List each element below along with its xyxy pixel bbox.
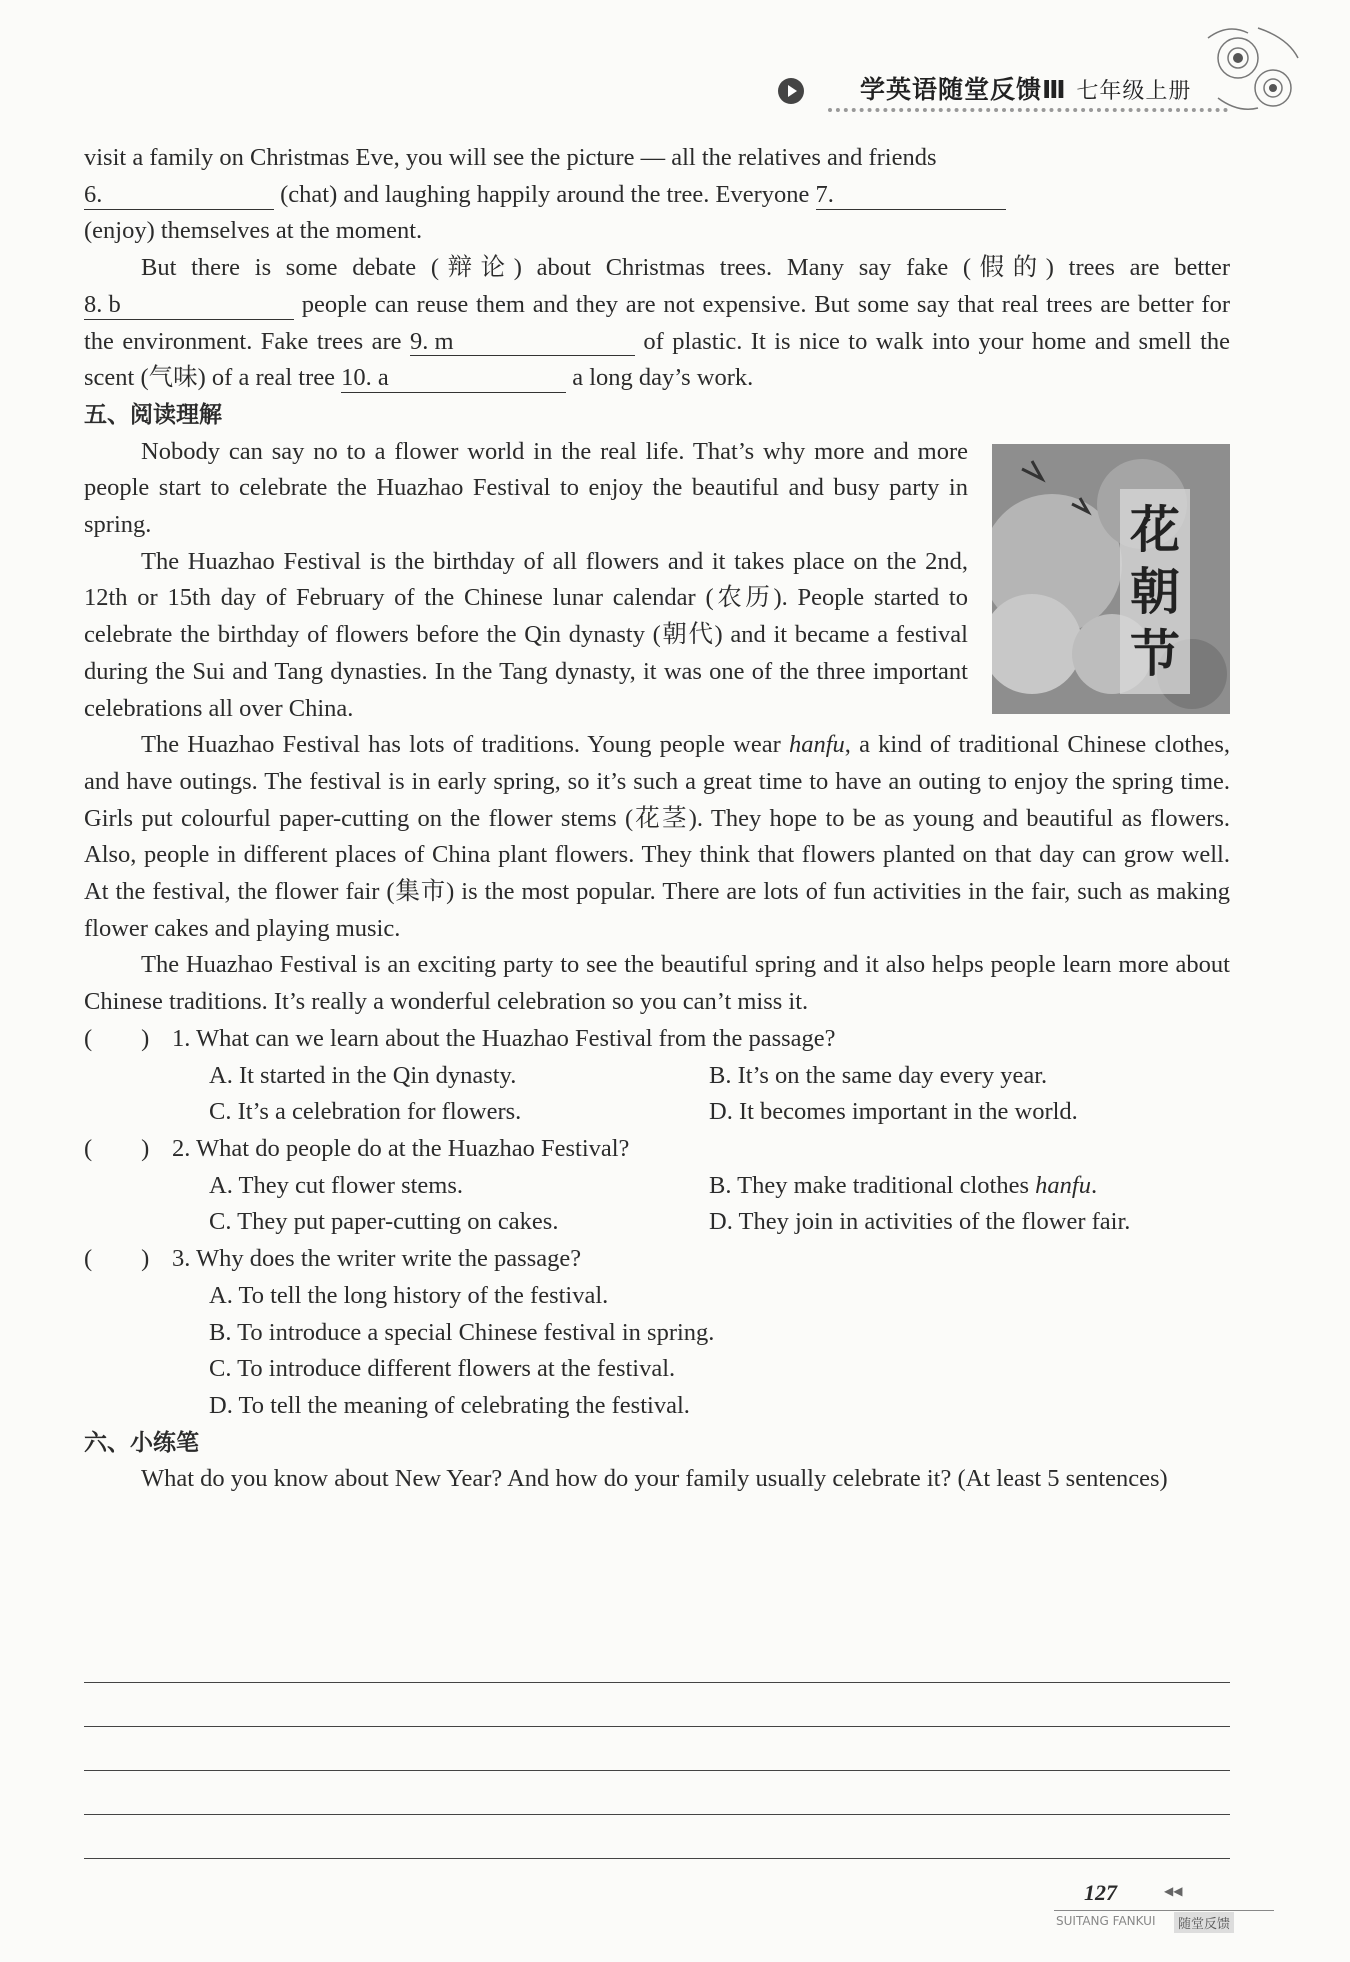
play-icon [778,78,804,104]
option-a: A. It started in the Qin dynasty. [209,1061,517,1089]
option-b: B. They make traditional clothes hanfu. [709,1171,1098,1199]
footer-rule [1054,1910,1274,1911]
reading-paragraph-1: Nobody can say no to a flower world in the real life. That’s why more and more people start to celebrate the Huazhao Festival to enjoy the beautiful and busy party in spring. [84,437,968,539]
writing-line[interactable] [84,1682,1230,1726]
passage-continued [84,140,1230,1498]
option-b: B. To introduce a special Chinese festival in spring. [209,1318,715,1346]
writing-line[interactable] [84,1726,1230,1770]
option-a: A. They cut flower stems. [209,1171,464,1199]
cloze-line-1: visit a family on Christmas Eve, you will see the picture — all the relatives and friends [84,144,937,171]
image-calligraphy: 花朝节 [1130,499,1180,683]
cloze-line-3: (enjoy) themselves at the moment. [84,217,423,245]
option-d: D. They join in activities of the flower fair. [709,1208,1131,1236]
blank-6[interactable]: 6. [84,182,274,210]
reading-paragraph-3: The Huazhao Festival has lots of traditions. Young people wear hanfu, a kind of traditional Chinese clothes, and have outings. The festival is in early spring, so it’s such a great time to have an outing to enjoy the spring time. Girls put colourful paper-cutting on the flower stems (花茎). They hope to be as young and beautiful as flowers. Also, people in different places of China plant flowers. They think that flowers planted on that day can grow well. At the festival, the flower fair (集市) is the most popular. There are lots of fun activities in the fair, such as making flower cakes and playing music. [84,731,1231,942]
section-heading-reading: 五、阅读理解 [84,401,222,428]
dotted-divider [828,108,1228,112]
answer-bracket[interactable]: ( ) [84,1134,150,1162]
option-d: D. It becomes important in the world. [709,1098,1078,1126]
option-c: C. They put paper-cutting on cakes. [209,1208,559,1236]
book-title: 学英语随堂反馈Ⅲ 七年级上册 [860,75,1192,104]
reading-paragraph-4: The Huazhao Festival is an exciting party to see the beautiful spring and it also helps people learn more about Chinese traditions. It’s really a wonderful celebration so you can’t miss it. [84,951,1230,1016]
page-footer [1044,1880,1274,1940]
page-number: 127 [1084,1880,1117,1905]
section-heading-writing: 六、小练笔 [84,1429,199,1456]
flower-decoration-icon [1198,18,1308,128]
option-d: D. To tell the meaning of celebrating the festival. [209,1391,690,1419]
writing-line[interactable] [84,1770,1230,1814]
question-3-options [209,1278,1230,1425]
option-a: A. To tell the long history of the festival. [209,1281,609,1309]
writing-line[interactable] [84,1814,1230,1858]
blank-10[interactable]: 10. a [341,365,566,393]
question-3: ( ) 3. Why does the writer write the passage? [84,1241,1230,1278]
reading-paragraph-2: The Huazhao Festival is the birthday of all flowers and it takes place on the 2nd, 12th or 15th day of February of the Chinese lunar calendar (农历). People started to celebrate the birthday of flowers before the Qin dynasty (朝代) and it became a festival during the Sui and Tang dynasties. In the Tang dynasty, it was one of the three important celebrations all over China. [84,547,968,722]
cloze-paragraph-2: But there is some debate (辩论) about Christmas trees. Many say fake (假的) trees are better 8. b people can reuse them and they are not expensive. But some say that real trees are better for the environment. Fake trees are 9. m of plastic. It is nice to walk into your home and smell the scent (气味) of a real tree 10. a a long day’s work. [84,254,1230,392]
blank-8[interactable]: 8. b [84,292,294,320]
footer-tag: 随堂反馈 [1174,1912,1234,1933]
answer-bracket[interactable]: ( ) [84,1245,150,1273]
blank-7[interactable]: 7. [816,182,1006,210]
writing-prompt: What do you know about New Year? And how do your family usually celebrate it? (At least 5 sentences) [141,1465,1168,1493]
question-1: ( ) 1. What can we learn about the Huazhao Festival from the passage? [84,1021,1230,1058]
back-arrows-icon: ◀◀ [1164,1884,1183,1898]
blank-9[interactable]: 9. m [410,329,635,357]
question-2: ( ) 2. What do people do at the Huazhao Festival? [84,1131,1230,1168]
question-2-options [209,1168,1230,1241]
answer-bracket[interactable]: ( ) [84,1024,150,1052]
writing-lines[interactable] [84,1682,1230,1902]
page-header [770,62,1220,122]
question-1-options [209,1058,1230,1131]
footer-pinyin: SUITANG FANKUI [1056,1914,1156,1928]
option-b: B. It’s on the same day every year. [709,1061,1048,1089]
cloze-line-2: 6. (chat) and laughing happily around the tree. Everyone 7. [84,177,1230,214]
option-c: C. It’s a celebration for flowers. [209,1098,522,1126]
option-c: C. To introduce different flowers at the festival. [209,1355,676,1383]
huazhao-festival-image [992,444,1230,714]
